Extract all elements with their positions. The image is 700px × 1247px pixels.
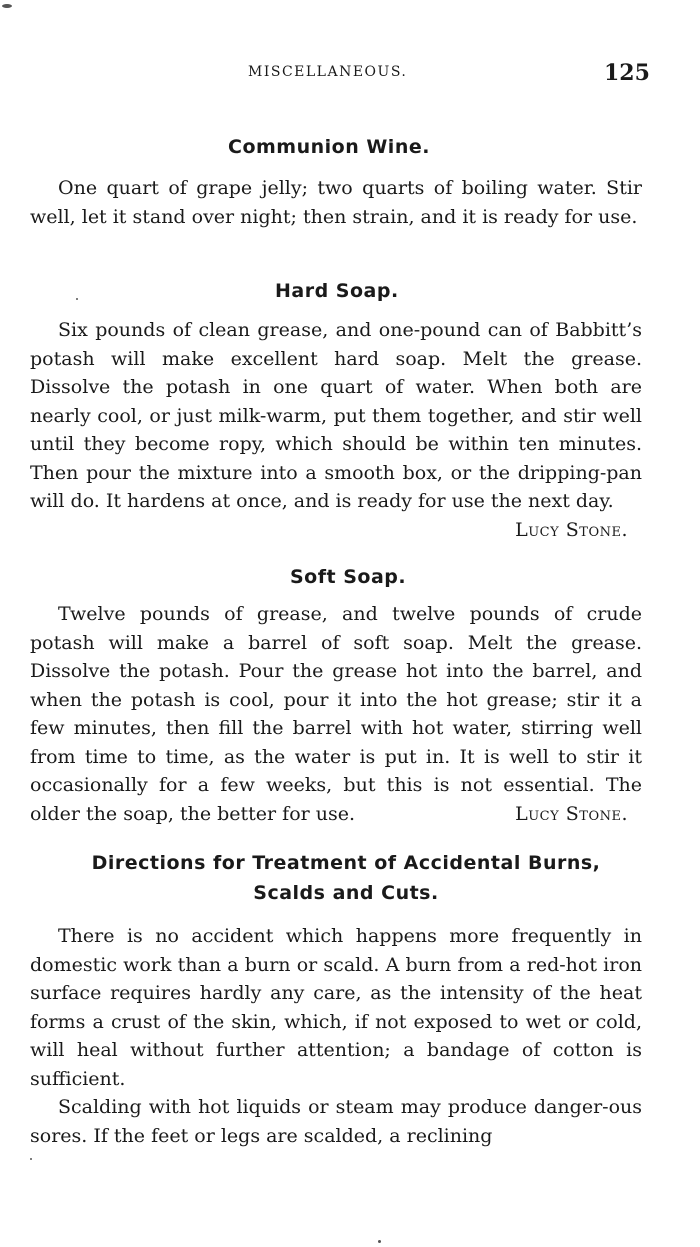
paragraph-text: Six pounds of clean grease, and one-pound can of Babbitt’s potash will make excellent hard soap. Melt the grease. Dissolve the potash in one quart of water. When both are nearly cool, or just milk-warm, put them together, and stir well until they become ropy, which should be within ten minutes. Then pour the mixture into a smooth box, or the dripping-pan will do. It hardens at once, and is ready for use the next day. bbox=[30, 319, 642, 512]
running-head bbox=[0, 60, 700, 90]
paragraph bbox=[30, 316, 642, 541]
page-number: 125 bbox=[604, 60, 650, 86]
paper-speck bbox=[2, 4, 12, 8]
section-body-hard-soap bbox=[30, 316, 642, 544]
paragraph bbox=[30, 600, 642, 828]
section-title-communion-wine: Communion Wine. bbox=[228, 136, 430, 158]
section-body-burns bbox=[30, 922, 642, 1150]
running-title: MISCELLANEOUS. bbox=[248, 64, 408, 80]
paragraph: Scalding with hot liquids or steam may produce danger-ous sores. If the feet or legs are scalded, a reclining bbox=[30, 1096, 642, 1147]
section-body-communion-wine bbox=[30, 174, 642, 231]
section-body-soft-soap bbox=[30, 600, 642, 828]
section-title-soft-soap: Soft Soap. bbox=[290, 566, 407, 588]
signature: Lucy Stone. bbox=[515, 518, 628, 541]
signature: Lucy Stone. bbox=[515, 802, 628, 825]
paragraph-text: Twelve pounds of grease, and twelve pounds of crude potash will make a barrel of soft soap. Melt the grease. Dissolve the potash. Pour the grease hot into the barrel, and when the potash is cool, pour it into the hot grease; stir it a few minutes, then fill the barrel with hot water, stirring well from time to time, as the water is put in. It is well to stir it occasionally for a few weeks, but this is not essential. The older the soap, the better for use. bbox=[30, 603, 642, 825]
section-title-hard-soap: Hard Soap. bbox=[275, 280, 399, 302]
section-title-line: Directions for Treatment of Accidental Burns, bbox=[91, 852, 601, 874]
paragraph: There is no accident which happens more frequently in domestic work than a burn or scald. A burn from a red-hot iron surface requires hardly any care, as the intensity of the heat forms a crust of the skin, which, if not exposed to wet or cold, will heal without further attention; a bandage of cotton is sufficient. bbox=[30, 925, 642, 1090]
paragraph: One quart of grape jelly; two quarts of boiling water. Stir well, let it stand over night; then strain, and it is ready for use. bbox=[30, 177, 642, 228]
paper-speck bbox=[30, 1158, 32, 1160]
section-title-burns bbox=[66, 848, 626, 908]
section-title-line: Scalds and Cuts. bbox=[253, 882, 439, 904]
paper-speck bbox=[378, 1240, 381, 1243]
paper-speck bbox=[76, 298, 78, 300]
